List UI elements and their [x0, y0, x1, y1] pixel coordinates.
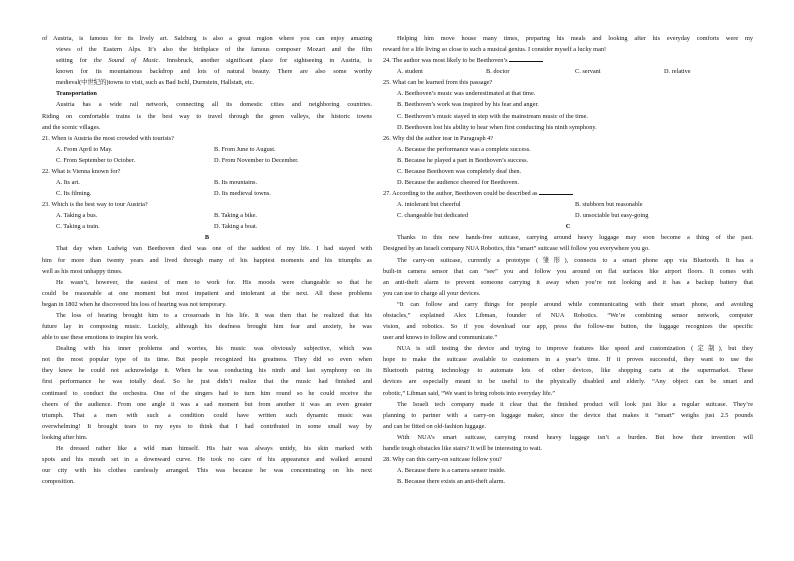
- options-row: [42, 221, 372, 232]
- option: A. Because there is a camera sensor inside.: [397, 467, 506, 475]
- option: B. stubborn but reasonable: [575, 201, 643, 209]
- right-column: [383, 33, 753, 487]
- text-line: NUA is still testing the device and trying to improve features like speed and customization (定制), but they: [397, 345, 753, 353]
- text-line: overwhelming! It brought tears to my eyes to think that I had contributed in some small way by: [42, 422, 372, 430]
- option: D. unsociable but easy-going: [575, 212, 649, 220]
- option: C. From September to October.: [56, 156, 136, 164]
- option: A. Its art.: [56, 179, 80, 187]
- text-span: . Innsbruck, another significant place for sightseeing in Austria, is: [158, 57, 372, 65]
- option: A. intolerant but cheerful: [397, 201, 461, 209]
- option: B. Its mountains.: [214, 179, 258, 187]
- option: B. Because he played a part in Beethoven’s success.: [397, 156, 529, 164]
- text-line: our city with his clothes carelessly arranged. This was because he was concentrating on his next: [42, 467, 372, 475]
- option: A. From April to May.: [56, 145, 113, 153]
- text-line: you can use to charge all your devices.: [383, 289, 481, 297]
- text-line: Austria has a wide rail network, connecting all its domestic cities and neighboring countries.: [56, 101, 372, 109]
- question-26: 26. Why did the author tear in Paragraph 4?: [383, 134, 494, 142]
- question-27: [383, 188, 753, 199]
- text-line: With NUA’s smart suitcase, carrying round heavy luggage isn’t a burden. But how their invention will: [397, 433, 753, 441]
- text-line: an anti-theft alarm to prevent someone carrying it away when you’re not looking and it has a backup battery that: [383, 278, 753, 286]
- question-21: 21. When is Austria the most crowded with tourists?: [42, 134, 174, 142]
- option: D. Taking a boat.: [214, 223, 258, 231]
- text-line: looking after him.: [42, 433, 88, 441]
- option: B. From June to August.: [214, 145, 276, 153]
- text-line: That day when Ludwig van Beethoven died was one of the saddest of my life. I had stayed with: [56, 245, 372, 253]
- text-line: user and knows to follow and communicate.”: [383, 334, 498, 342]
- text-line: Designed by an Israeli company NUA Robotics, this “smart” suitcase will follow you everywhere you go.: [383, 245, 650, 253]
- option: B. Taking a bike.: [214, 212, 257, 220]
- text-line: hope to make the suitcase available to customers in a year’s time. If it proves successful, they want to use the: [383, 356, 753, 364]
- text-line: handle tough obstacles like stairs? It will be interesting to wait.: [383, 444, 542, 452]
- option: A. Taking a bus.: [56, 212, 98, 220]
- text-line: him for more than twenty years and lived through many of his happiest moments and his triumphs as: [42, 256, 372, 264]
- question-text: 24. The author was most likely to be Beethoven’s: [383, 57, 508, 65]
- options-row: [42, 144, 372, 155]
- text-line: began in 1802 when he discovered his loss of hearing was not temporary.: [42, 300, 227, 308]
- option: A. Beethoven’s music was underestimated at that time.: [397, 90, 536, 98]
- options-row: [42, 177, 372, 188]
- options-row: [42, 210, 372, 221]
- question-25: 25. What can be learned from this passage?: [383, 79, 493, 87]
- text-line: He wasn’t, however, the easiest of men to work for. His moods were changeable so that he: [56, 278, 372, 286]
- text-line: cheers of the audience. From one angle it was a sad moment but from another it was an even greater: [42, 400, 372, 408]
- question-text: 27. According to the author, Beethoven could be described as: [383, 190, 538, 198]
- option: D. relative: [664, 68, 691, 76]
- question-28: 28. Why can this carry-on suitcase follow you?: [383, 455, 502, 463]
- text-line: The Israeli tech company made it clear that the finished product will look just like a regular suitcase. They’re: [397, 400, 753, 408]
- question-24: [383, 55, 753, 66]
- text-line: spots and his mouth set in a downward curve. He took no care of his appearance and walked around: [42, 455, 372, 463]
- options-row: [383, 66, 753, 77]
- text-line: continued to conduct the orchestra. One of the singers had to turn him round so he could receive the: [42, 389, 372, 397]
- option: C. Beethoven’s music stayed in step with the mainstream music of the time.: [397, 112, 588, 120]
- options-row: [42, 155, 372, 166]
- text-line: Bluetooth pairing technology to automate lots of other devices, like shopping carts at the supermarket. These: [383, 367, 753, 375]
- text-line: devices are especially meant to be useful to the physically disabled and elderly. “Any object can be smart and: [383, 378, 753, 386]
- text-line: reward for a life living so close to such a musical genius. I consider myself a lucky man!: [383, 46, 607, 54]
- options-row: [383, 199, 753, 210]
- option: D. Beethoven lost his ability to hear when first conducting his ninth symphony.: [397, 123, 597, 131]
- section-b-heading: B: [204, 234, 210, 242]
- text-line: [42, 55, 372, 66]
- text-line: triumph. That a men with such a condition could have written such dynamic music was: [42, 411, 372, 419]
- text-line: Thanks to this new hands-free suitcase, carrying around heavy luggage may soon become a thing of the past.: [397, 234, 753, 242]
- text-line: planning to partner with a carry-on luggage maker, since the device that makes it “smart” weighs just 2.5 pounds: [383, 411, 753, 419]
- options-row: [383, 210, 753, 221]
- option: C. Its filming.: [56, 190, 92, 198]
- text-line: obstacles,” explained Alex Libman, founder of NUA Robotics. “We’re combining sensor network, computer: [383, 311, 753, 319]
- text-line: well as his most unhappy times.: [42, 267, 123, 275]
- text-line: and can be fitted on old-fashion luggage.: [383, 422, 486, 430]
- options-row: [42, 188, 372, 199]
- option: B. Because there exists an anti-theft alarm.: [397, 478, 506, 486]
- text-line: robotic,” Libman said, “We want to bring robots into everyday life.”: [383, 389, 556, 397]
- option: D. Because the audience cheered for Beethoven.: [397, 179, 520, 187]
- text-line: not the most popular type of its time. But people recognized his greatness. They did so even when: [42, 356, 372, 364]
- text-line: The loss of hearing brought him to a crossroads in his life. It was then that he realized that his: [56, 311, 372, 319]
- option: C. servant: [575, 68, 601, 76]
- text-line: of Austria, is famous for its lively art. Salzburg is also a great region where you can enjoy amazing: [42, 35, 372, 42]
- text-span: setting for: [56, 57, 94, 65]
- text-line: first performance he was totally deaf. So he just didn’t realize that the music had finished and: [42, 378, 372, 386]
- text-line: medieval(中世纪的)towns to visit, such as Bad Ischl, Durnstein, Hallstatt, etc.: [56, 79, 254, 87]
- option: C. changeable but dedicated: [397, 212, 468, 220]
- text-line: vision, and robotics. So if you download our app, press the follow-me button, the luggage recognizes the specific: [383, 323, 753, 331]
- option: A. student: [397, 68, 423, 76]
- answer-blank[interactable]: [509, 55, 543, 62]
- text-line: composition.: [42, 478, 75, 486]
- text-line: Helping him move house many times, preparing his meals and looking after his everyday comforts were my: [397, 35, 753, 42]
- text-line: Dealing with his inner problems and worries, his music was obviously subjective, which was: [56, 345, 372, 353]
- text-line: Riding on comfortable trains is the best way to travel through the green valleys, the historic towns: [42, 112, 372, 120]
- text-line: built-in camera sensor that can “see” you and follow you around on flat surfaces like airport floors. It comes with: [383, 267, 753, 275]
- option: D. From November to December.: [214, 156, 299, 164]
- text-line: able to use these emotions to inspire his work.: [42, 334, 159, 342]
- left-column: [42, 33, 372, 487]
- text-line: He dressed rather like a wild man himself. His hair was always untidy, his skin marked with: [56, 444, 372, 452]
- option: B. doctor: [486, 68, 510, 76]
- text-line: they knew he could not acknowledge it. When he was conducting his ninth and last symphony on its: [42, 367, 372, 375]
- text-line: views of the Eastern Alps. It’s also the birthplace of the famous composer Mozart and the film: [56, 46, 372, 54]
- text-line: and the scenic villages.: [42, 123, 101, 131]
- option: C. Because Beethoven was completely deaf then.: [397, 167, 522, 175]
- question-23: 23. Which is the best way to tour Austria?: [42, 201, 148, 209]
- text-line: future lay in composing music. Luckily, although his deafness brought him fear and anxiety, he was: [42, 323, 372, 331]
- text-line: known for its mountainous backdrop and lots of natural beauty. There are also some worthy: [56, 68, 372, 76]
- text-line: “It can follow and carry things for people around while communicating with their smart phone, and avoiding: [397, 300, 753, 308]
- option: D. Its medieval towns.: [214, 190, 271, 198]
- answer-blank[interactable]: [539, 188, 573, 195]
- option: B. Beethoven’s work was inspired by his fear and anger.: [397, 101, 539, 109]
- text-line: The carry-on suitcase, currently a prototype (雏形), connects to a smart phone app via Bluetooth. It has a: [397, 256, 753, 264]
- option: C. Taking a train.: [56, 223, 100, 231]
- question-22: 22. What is Vienna known for?: [42, 167, 121, 175]
- section-c-heading: C: [565, 223, 571, 231]
- film-title: the Sound of Music: [93, 57, 159, 65]
- option: A. Because the performance was a complete success.: [397, 145, 531, 153]
- text-line: could be reasonable at one moment but most impatient and intolerant at the next. All these problems: [42, 289, 372, 297]
- section-heading: Transportation: [56, 90, 97, 98]
